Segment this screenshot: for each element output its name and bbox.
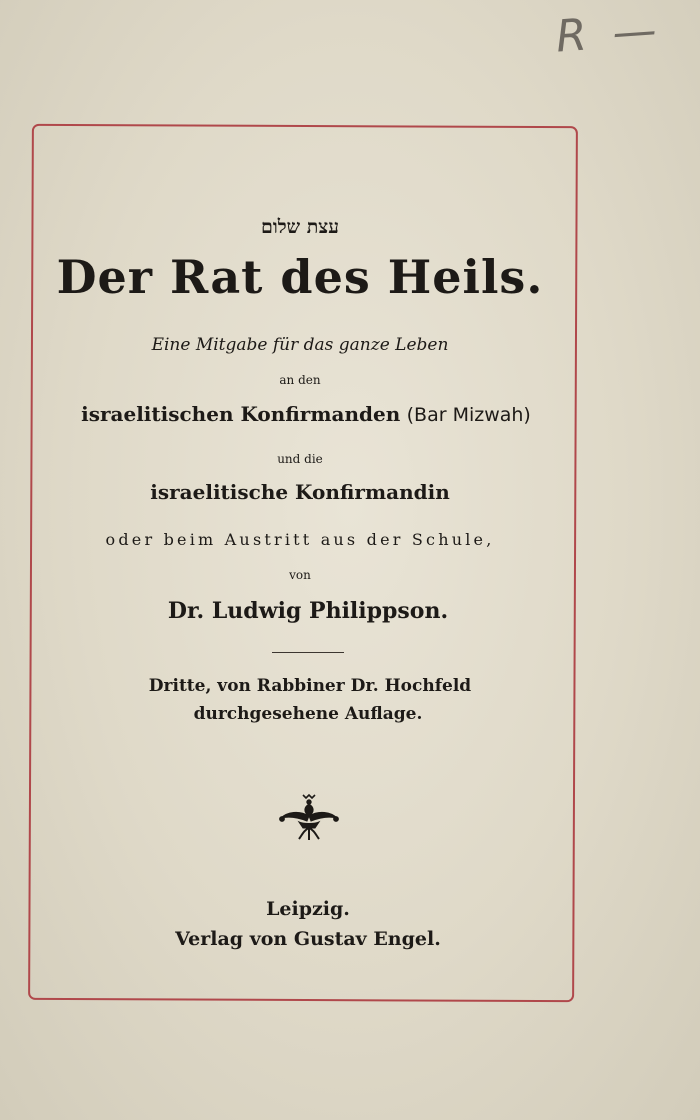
edition-line-2: durchgesehene Auflage.: [193, 704, 423, 724]
von-line: von: [289, 568, 311, 582]
divider-rule: [272, 652, 344, 653]
publisher-line: Verlag von Gustav Engel.: [175, 928, 441, 950]
an-den-line: an den: [279, 373, 321, 387]
confirmands-bold-text: israelitischen Konfirmanden: [81, 402, 401, 426]
fleuron-ornament-icon: [277, 790, 341, 842]
bar-mizwah-text: (Bar Mizwah): [406, 404, 531, 426]
author-name: Dr. Ludwig Philippson.: [167, 598, 449, 624]
book-title: Der Rat des Heils.: [56, 250, 544, 304]
pencil-margin-note: R —: [554, 4, 665, 63]
place-of-publication: Leipzig.: [266, 898, 350, 920]
confirmands-line: [0, 402, 612, 426]
subtitle: Eine Mitgabe für das ganze Leben: [151, 335, 449, 355]
hebrew-title: עצת שלום: [261, 216, 339, 238]
edition-line-1: Dritte, von Rabbiner Dr. Hochfeld: [148, 676, 472, 696]
confirmand-female-line: israelitische Konfirmandin: [150, 480, 450, 504]
und-die-line: und die: [277, 452, 323, 466]
school-line: oder beim Austritt aus der Schule,: [105, 530, 495, 549]
